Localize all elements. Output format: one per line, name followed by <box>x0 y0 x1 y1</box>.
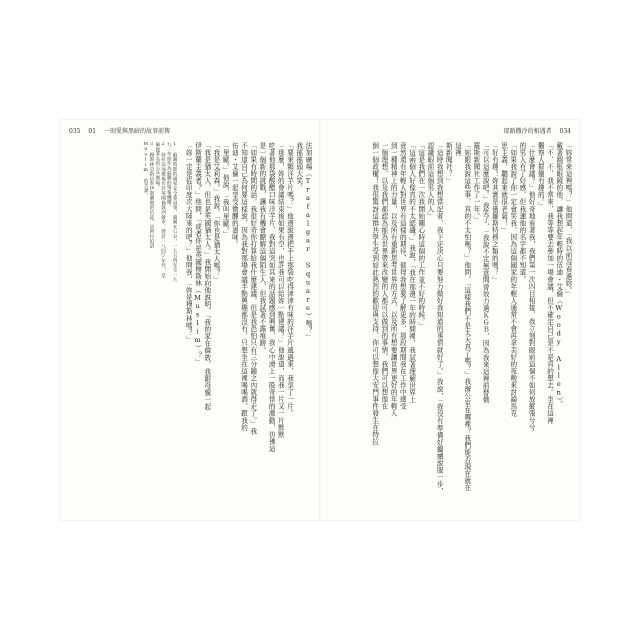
body-text-column: 伊斯蘭主義者？」他問，「或者你是英國穆斯林（Muslim）？」 <box>193 142 202 366</box>
body-text-column: 「不、不，我不常來，我等等要去參加一場會議，但不確定自己是不是真的想去。坐在這裡 <box>545 142 554 424</box>
body-text-column: 吃著他那袋酸醋口味洋芋片，我對這突如其來的話題感到興奮，我心中湧上一股奇怪的激動，彷彿這 <box>267 142 276 453</box>
body-text-column: 「妳一定是從印度次大陸來的吧？」他問我，「妳是穆斯林嗎？」 <box>184 142 193 344</box>
footnote-line: 3 穆斯林是指信奉伊斯蘭教的信徒，是阿拉伯語 Muslim 的音譯。 <box>143 142 154 254</box>
chapter-number: 01 <box>88 128 97 135</box>
body-text-column: 伍迪・艾倫一起享受微醺的滋味。 <box>230 142 239 248</box>
body-text-column: 法加廣場（Trafalgar Square）嗎？」 <box>304 142 312 341</box>
body-text-column: 「好有趣！妳其實是俄羅斯特務之類的嗎？」 <box>490 142 499 283</box>
body-text-column: 「里歐。」他說，「我叫里歐。」 <box>221 142 230 238</box>
body-text-column: 「妳跟我說這些事，真的不太怕嗎？」他問，「這樣我們不是太天真了嗎？」我辦公室在哪裡？我們能否現在就在這裡 <box>453 142 471 492</box>
right-page-number: 034 <box>559 128 571 135</box>
left-page-body <box>68 142 312 502</box>
body-text-column: 思主義，聽起來就很老氣！」 <box>499 142 508 234</box>
body-text-column: 「什麼會議？」他好奇地看著我，我們第一次四目相接，我立刻對眼前這個不如何放縱張兮兮 <box>527 142 536 432</box>
body-text-column: 「這時我想到我想當記者，我下定決心只要努力做好我知道的事情就好了。」我說，「我沒有準備好繼續說服一步，認識眼前這個男人的人」 <box>425 142 444 495</box>
body-text-column: 到一種精神上的力量，以及所有重新思考世界的方式，以及所有想要讓世界更好的年輕人 <box>389 142 398 417</box>
body-text-column: 是一個新的挑戰，讓我有機會瞭解這個陌生人，但我試著不露痕跡。 <box>257 142 266 354</box>
body-text-column: 「如果有時間的話，我很好奇你打算給我什麼建議，但是我恐怕只有三分鐘之內就得走了。」我 <box>248 142 257 435</box>
book-spread <box>60 120 580 520</box>
book-gutter <box>319 120 321 520</box>
footnotes <box>142 142 177 502</box>
body-text-column: 「那麼，妳的會議結束後如果有空，也許我可以給妳一點建議？」他說道，而我一片又一片默默 <box>276 142 285 439</box>
body-text-column: 我搖搖頭大笑。 <box>294 142 303 192</box>
body-text-column: 「我是猶太人，但也是英國猶太人。」我開始向他說明，「我的家在倫敦，我跟母親一起 <box>202 142 211 411</box>
body-text-column: 竟然還有年輕人對世界有這樣的期待，都得我想要了解更多，那段期間我在工作中感受 <box>398 142 407 410</box>
right-page-header <box>501 128 574 135</box>
body-text-column: 觀察人群蠻有趣的。」 <box>536 142 545 210</box>
section-title: 耶路撒冷的相遇者 <box>503 128 552 135</box>
body-text-column: 戴著圓框眼鏡的他，讓我想起年輕時的伍迪・艾倫（Woody Allen）。 <box>554 142 563 408</box>
left-page-number: 035 <box>69 128 81 135</box>
body-text-column: 的男人有了好感，但我連他的名字都不知道。 <box>517 142 526 283</box>
footnote-line: 2 特拉法加廣場位於英國倫敦西敏市，建於一八四○年代，是倫敦著名的公共廣場。 <box>154 142 166 278</box>
body-text-column: 「我是艾莉森。」我說，「你也是猶太人嗎？」 <box>211 142 220 284</box>
body-text-column: 「這是我們在一次我開始關心時這個的工作並不好的時候。」 <box>416 142 425 330</box>
body-text-column: 斯新聞社？」 <box>444 142 453 185</box>
body-text-column: 一個理想，以及我們都認為能為世界帶來改變的人都可以做到的事情，我們可以想像在 <box>379 142 388 410</box>
right-page-body <box>330 142 572 502</box>
left-page-header <box>66 128 173 135</box>
body-text-column: 「要來顆洋芋片嗎？」他邊說邊把手上那袋吃得津津有味的洋芋片遞過來，我拿了一片。 <box>285 142 294 417</box>
body-text-column: 「如果我說了你一定會笑我，因為這個國家的年輕人通常不會再拿美好的夜晚來討論馬克 <box>508 142 517 417</box>
footnote-line: 1 蘇聯時期的國家安全委員會，簡稱ＫＧＢ，一九五四年至一九九一年間作為蘇聯的情報機構。 <box>166 142 178 282</box>
chapter-title: 一則愛與黑暗的故事前傳 <box>103 128 170 135</box>
body-text-column: 倒一個政權！我很驚訝這群共學生受到如此熱烈的歡迎與支持，你可以想像大安門事件發生在特拉 <box>370 142 379 446</box>
body-text-column: 羅斯新聞社工作了一年。」 <box>471 142 480 224</box>
body-text-column: 「妳常來這裡嗎？」他問道，「我以前沒看過妳。」 <box>564 142 572 298</box>
body-text-column: 不知道自己為何要這樣說，因為我對那場會議半點興趣都沒有，只想坐在這裡喝喝酒、跟我的 <box>239 142 248 432</box>
body-text-column: 「這兩個人好像真的不太認識。」我說，「我在那邊一年的時間裡，我試著理解世界上 <box>407 142 416 404</box>
body-text-column: 「可以這麼說吧。」我笑了，「我說不定無意間曾效力過ＫＧＢ，因為我來這裡前替俄 <box>481 142 490 404</box>
